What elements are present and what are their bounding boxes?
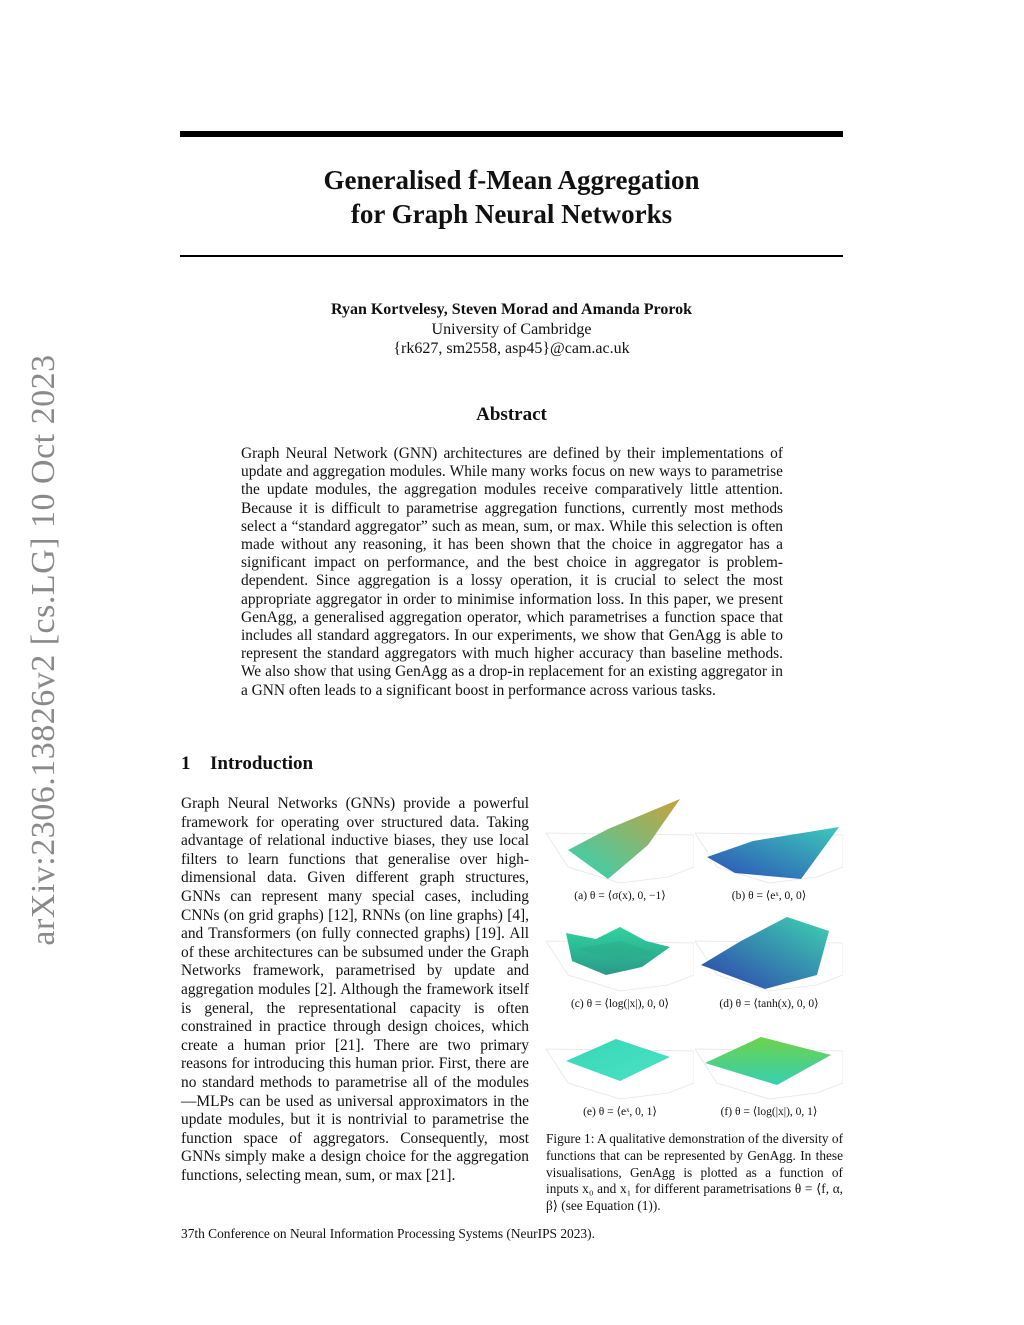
- author-block: [180, 300, 843, 359]
- abstract-text: Graph Neural Network (GNN) architectures are defined by their implementations of update and aggregation modules. While many works focus on new ways to parametrise the update modules, the aggregation modules receive comparatively little attention. Because it is difficult to parametrise aggregation functions, currently most methods select a “standard aggregator” such as mean, sum, or max. While this selection is often made without any reasoning, it has been shown that the choice in aggregator has a significant impact on performance, and the best choice in aggregator is problem-dependent. Since aggregation is a lossy operation, it is crucial to select the most appropriate aggregator in order to minimise information loss. In this paper, we present GenAgg, a generalised aggregation operator, which parametrises a function space that includes all standard aggregators. In our experiments, we show that GenAgg is able to represent the standard aggregators with much higher accuracy than baseline methods. We also show that using GenAgg as a drop-in replacement for an existing aggregator in a GNN often leads to a significant boost in performance across various tasks.: [241, 445, 783, 699]
- surface-plot-a: [546, 795, 694, 887]
- abstract-heading: Abstract: [476, 404, 547, 425]
- author-affiliation: University of Cambridge: [431, 320, 592, 338]
- surface-plot-c: [546, 903, 694, 995]
- surface: [707, 827, 839, 879]
- panel-caption: (d) θ = ⟨tanh(x), 0, 0⟩: [719, 998, 819, 1010]
- surface: [566, 1039, 670, 1081]
- surface: [701, 917, 829, 989]
- surface-plot-d: [695, 903, 843, 995]
- arxiv-identifier: arXiv:2306.13826v2 [cs.LG] 10 Oct 2023: [25, 354, 62, 946]
- figure-panel: [695, 1011, 843, 1121]
- section-title: Introduction: [210, 753, 314, 774]
- figure-panel: [695, 795, 843, 905]
- surface-plot-f: [695, 1011, 843, 1103]
- panel-caption: (b) θ = ⟨eˣ, 0, 0⟩: [731, 890, 807, 902]
- paper-title: [180, 163, 843, 231]
- section-heading: [181, 753, 313, 775]
- panel-caption: (e) θ = ⟨eˣ, 0, 1⟩: [583, 1106, 657, 1118]
- introduction-text: Graph Neural Networks (GNNs) provide a powerful framework for operating over structured data. Taking advantage of relational inductive biases, they use local filters to learn functions that generalise over high-dimensional data. Given different graph structures, GNNs can represent many special cases, including CNNs (on grid graphs) [12], RNNs (on line graphs) [4], and Transformers (on fully connected graphs) [19]. All of these architectures can be subsumed under the Graph Networks framework, parametrised by update and aggregation modules [2]. Although the framework itself is general, the representational capacity is often constrained in practice through design choices, which create a human prior [21]. There are two primary reasons for introducing this human prior. First, there are no standard methods to parametrise all of the modules—MLPs can be used as universal approximators in the update modules, but it is nontrivial to parametrise the function space of aggregators. Consequently, most GNNs simply make a design choice for the aggregation functions, selecting mean, sum, or max [21].: [181, 795, 529, 1184]
- figure-1: [546, 795, 843, 1130]
- figure-caption: Figure 1: A qualitative demonstration of the diversity of functions that can be represented by GenAgg. In these visualisations, GenAgg is plotted as a function of inputs x₀ and x₁ for different parametrisations θ = ⟨f, α, β⟩ (see Equation (1)).: [546, 1131, 843, 1214]
- title-top-rule: [180, 131, 843, 137]
- figure-panel: [546, 903, 694, 1013]
- title-bottom-rule: [180, 255, 843, 257]
- section-number: 1: [181, 753, 191, 774]
- panel-caption: (c) θ = ⟨log(|x|), 0, 0⟩: [570, 998, 670, 1010]
- figure-panel: [695, 903, 843, 1013]
- arxiv-sidebar: [25, 354, 62, 946]
- conference-footnote: 37th Conference on Neural Information Processing Systems (NeurIPS 2023).: [181, 1226, 595, 1241]
- surface: [705, 1037, 831, 1085]
- surface-plot-e: [546, 1011, 694, 1103]
- figure-panel: [546, 1011, 694, 1121]
- surface: [568, 799, 680, 879]
- title-line-1: Generalised f-Mean Aggregation: [323, 165, 700, 195]
- title-line-2: for Graph Neural Networks: [350, 199, 673, 229]
- panel-caption: (f) θ = ⟨log(|x|), 0, 1⟩: [720, 1106, 818, 1118]
- figure-panel: [546, 795, 694, 905]
- surface-plot-b: [695, 795, 843, 887]
- panel-caption: (a) θ = ⟨σ(x), 0, −1⟩: [574, 890, 666, 902]
- author-names: Ryan Kortvelesy, Steven Morad and Amanda Prorok: [330, 301, 693, 318]
- author-emails: {rk627, sm2558, asp45}@cam.ac.uk: [393, 340, 630, 357]
